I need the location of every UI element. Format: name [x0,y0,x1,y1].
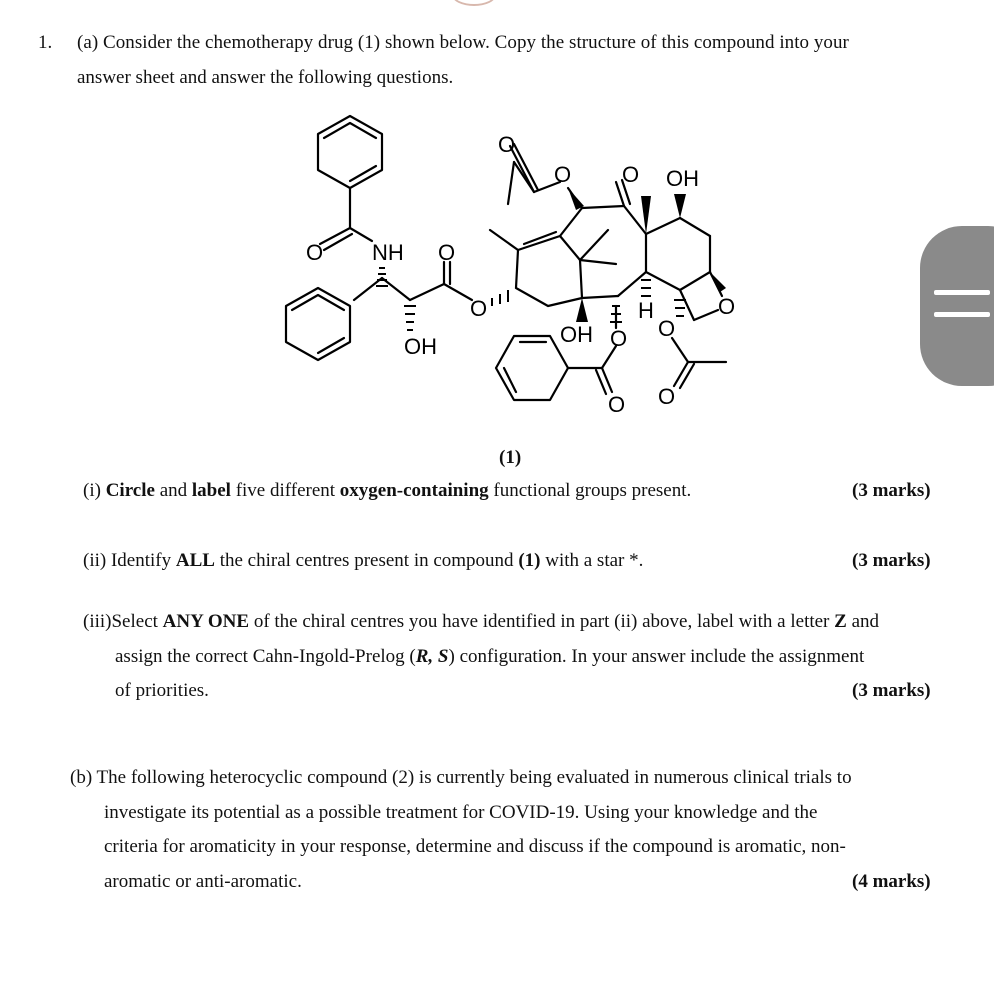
question-number: 1. [38,32,53,53]
atom-label: H [638,298,654,323]
atom-label: OH [666,166,699,191]
part-ii-text: (ii) Identify ALL the chiral centres present in compound (1) with a star *. [83,550,644,571]
atom-label: O [658,316,676,341]
part-iii-line3: of priorities. [115,680,209,701]
part-iii-marks: (3 marks) [852,680,931,701]
part-b-line3: criteria for aromaticity in your response, determine and discuss if the compound is aromatic, non- [104,836,846,857]
atom-label: O [470,296,488,321]
compound-label: (1) [499,447,522,468]
atom-label: O [554,162,572,187]
part-b-line4: aromatic or anti-aromatic. [104,871,302,892]
atom-label: NH [372,240,404,265]
atom-label: O [306,240,324,265]
part-b-line2: investigate its potential as a possible treatment for COVID-19. Using your knowledge and the [104,802,818,823]
atom-label: O [658,384,676,409]
atom-label: OH [404,334,437,359]
part-iii-line1: (iii)Select ANY ONE of the chiral centres you have identified in part (ii) above, label with a letter Z and [83,611,880,632]
question-a-line1: (a) Consider the chemotherapy drug (1) shown below. Copy the structure of this compound into your [77,32,849,53]
atom-label: O [438,240,456,265]
side-panel-handle[interactable] [920,226,994,386]
atom-label: O [718,294,736,319]
part-iii-line2: assign the correct Cahn-Ingold-Prelog (R, S) configuration. In your answer include the assignment [115,646,865,667]
part-i-marks: (3 marks) [852,480,931,501]
part-b-line1: (b) The following heterocyclic compound (2) is currently being evaluated in numerous clinical trials to [70,767,852,788]
atom-label: O [610,326,628,351]
chemical-structure-diagram [270,110,740,420]
question-a-line2: answer sheet and answer the following questions. [77,67,454,88]
part-b-marks: (4 marks) [852,871,931,892]
atom-label: OH [560,322,593,347]
atom-label: O [498,132,516,157]
part-ii-marks: (3 marks) [852,550,931,571]
page-decoration [452,0,496,6]
part-i-text: (i) Circle and label five different oxygen-containing functional groups present. [83,480,692,501]
atom-label: O [622,162,640,187]
atom-label: O [608,392,626,417]
